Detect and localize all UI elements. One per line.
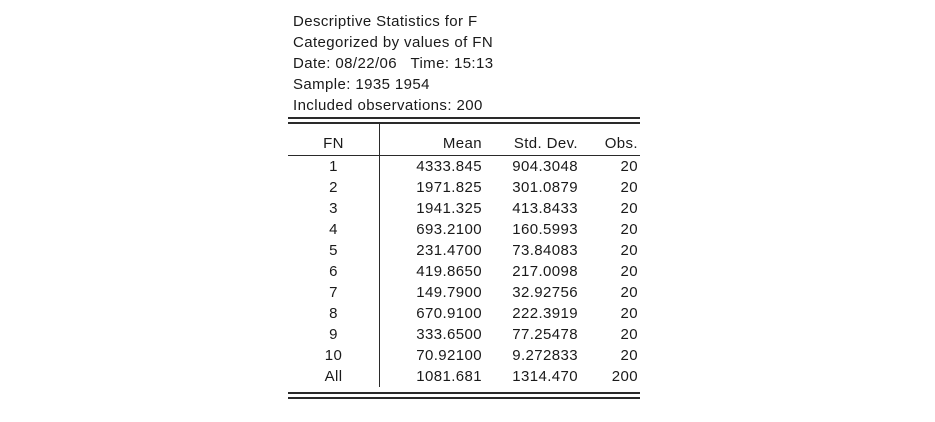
table-row [288, 219, 640, 240]
cell-std-dev: 301.0879 [512, 179, 578, 196]
cell-fn: 2 [288, 177, 380, 198]
cell-mean: 693.2100 [416, 221, 482, 238]
cell-obs: 20 [620, 305, 638, 322]
cell-mean: 1081.681 [416, 368, 482, 385]
cell-fn: 3 [288, 198, 380, 219]
table-row [288, 324, 640, 345]
table-row [288, 345, 640, 366]
cell-obs: 20 [620, 284, 638, 301]
cell-std-dev: 77.25478 [512, 326, 578, 343]
report-categorized-by: Categorized by values of FN [293, 34, 494, 51]
cell-std-dev: 222.3919 [512, 305, 578, 322]
cell-fn: 7 [288, 282, 380, 303]
table-row [288, 261, 640, 282]
table-row [288, 303, 640, 324]
report-title: Descriptive Statistics for F [293, 13, 478, 30]
cell-std-dev: 904.3048 [512, 158, 578, 175]
cell-obs: 20 [620, 326, 638, 343]
cell-obs: 20 [620, 158, 638, 175]
cell-obs: 20 [620, 200, 638, 217]
cell-mean: 333.6500 [416, 326, 482, 343]
report-observations: Included observations: 200 [293, 97, 483, 114]
cell-mean: 1941.325 [416, 200, 482, 217]
cell-std-dev: 9.272833 [512, 347, 578, 364]
cell-std-dev: 32.92756 [512, 284, 578, 301]
table-row [288, 282, 640, 303]
cell-obs: 20 [620, 263, 638, 280]
cell-mean: 149.7900 [416, 284, 482, 301]
cell-fn: All [288, 366, 380, 387]
cell-fn: 8 [288, 303, 380, 324]
cell-mean: 231.4700 [416, 242, 482, 259]
table-row-all [288, 366, 640, 387]
column-header-mean: Mean [442, 135, 482, 152]
stats-table [288, 117, 640, 399]
cell-std-dev: 413.8433 [512, 200, 578, 217]
cell-std-dev: 217.0098 [512, 263, 578, 280]
cell-obs: 200 [611, 368, 638, 385]
cell-std-dev: 1314.470 [512, 368, 578, 385]
report-header-block [293, 11, 494, 116]
cell-obs: 20 [620, 221, 638, 238]
cell-mean: 4333.845 [416, 158, 482, 175]
cell-fn: 5 [288, 240, 380, 261]
table-header-row [288, 124, 640, 156]
cell-fn: 10 [288, 345, 380, 366]
cell-std-dev: 160.5993 [512, 221, 578, 238]
cell-obs: 20 [620, 347, 638, 364]
table-row [288, 198, 640, 219]
report-sample: Sample: 1935 1954 [293, 76, 430, 93]
cell-obs: 20 [620, 242, 638, 259]
column-header-obs: Obs. [604, 135, 638, 152]
cell-std-dev: 73.84083 [512, 242, 578, 259]
cell-fn: 1 [288, 156, 380, 177]
cell-fn: 6 [288, 261, 380, 282]
table-row [288, 177, 640, 198]
cell-mean: 1971.825 [416, 179, 482, 196]
cell-fn: 4 [288, 219, 380, 240]
column-header-fn: FN [288, 124, 380, 155]
column-header-std-dev: Std. Dev. [513, 135, 578, 152]
cell-obs: 20 [620, 179, 638, 196]
cell-fn: 9 [288, 324, 380, 345]
cell-mean: 70.92100 [416, 347, 482, 364]
report-date-time: Date: 08/22/06 Time: 15:13 [293, 55, 494, 72]
table-bottom-rule [288, 392, 640, 399]
table-row [288, 156, 640, 177]
table-top-rule [288, 117, 640, 124]
cell-mean: 670.9100 [416, 305, 482, 322]
table-row [288, 240, 640, 261]
cell-mean: 419.8650 [416, 263, 482, 280]
